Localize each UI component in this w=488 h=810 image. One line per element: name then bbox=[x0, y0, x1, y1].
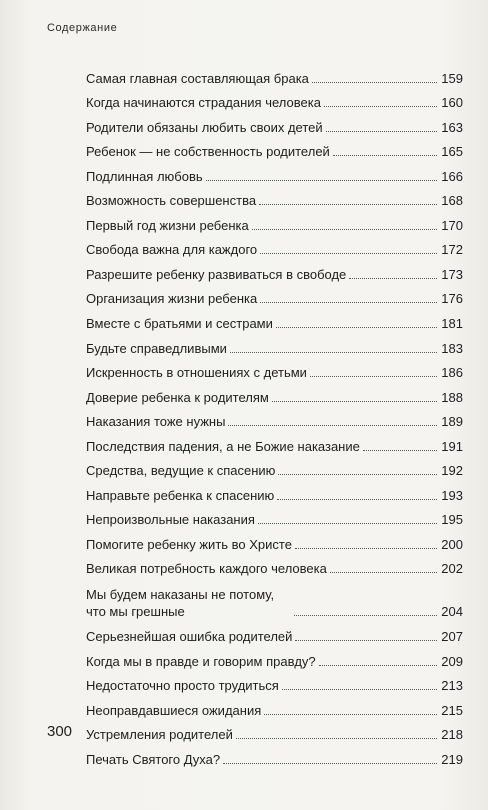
toc-entry-page: 213 bbox=[441, 678, 463, 694]
toc-entry bbox=[86, 670, 463, 695]
toc-leader-dots bbox=[319, 664, 438, 666]
toc-entry-title: Печать Святого Духа? bbox=[86, 751, 221, 767]
toc-entry-title: Подлинная любовь bbox=[86, 168, 203, 184]
toc-leader-dots bbox=[310, 375, 437, 377]
toc-entry-page: 183 bbox=[441, 340, 463, 356]
toc-entry-title: Помогите ребенку жить во Христе bbox=[86, 536, 292, 552]
toc-entry bbox=[86, 136, 463, 161]
toc-entry bbox=[86, 234, 463, 259]
toc-entry bbox=[86, 406, 463, 431]
toc-leader-dots bbox=[264, 713, 437, 715]
toc-entry-page: 218 bbox=[441, 727, 463, 743]
toc-entry-page: 165 bbox=[441, 144, 463, 160]
toc-entry-title: Наказания тоже нужны bbox=[86, 414, 226, 430]
toc-entry bbox=[86, 694, 463, 719]
toc-entry bbox=[86, 381, 463, 406]
toc-entry bbox=[86, 87, 463, 112]
toc-entry-page: 191 bbox=[441, 438, 463, 454]
toc-entry-title: Родители обязаны любить своих детей bbox=[86, 119, 323, 135]
toc-entry-title: Серьезнейшая ошибка родителей bbox=[86, 629, 293, 645]
toc-entry-page: 163 bbox=[441, 119, 463, 135]
toc-entry bbox=[86, 283, 463, 308]
toc-entry-title: Когда мы в правде и говорим правду? bbox=[86, 653, 316, 669]
toc-entry bbox=[86, 504, 463, 529]
toc-entry-title: Направьте ребенка к спасению bbox=[86, 487, 275, 503]
toc-entry bbox=[86, 258, 463, 283]
toc-entry-title: Ребенок — не собственность родителей bbox=[86, 144, 330, 160]
toc-entry-page: 200 bbox=[441, 536, 463, 552]
toc-entry-title: Когда начинаются страдания человека bbox=[86, 95, 321, 111]
toc-leader-dots bbox=[294, 614, 437, 616]
toc-entry-page: 207 bbox=[441, 629, 463, 645]
toc-leader-dots bbox=[236, 737, 437, 739]
toc-entry-title: Самая главная составляющая брака bbox=[86, 70, 309, 86]
toc-entry-title: Организация жизни ребенка bbox=[86, 291, 258, 307]
toc-leader-dots bbox=[252, 228, 438, 230]
toc-entry-title: Свобода важна для каждого bbox=[86, 242, 258, 258]
toc-entry-title: Первый год жизни ребенка bbox=[86, 217, 249, 233]
toc-leader-dots bbox=[258, 522, 437, 524]
toc-leader-dots bbox=[276, 326, 437, 328]
toc-entry-page: 193 bbox=[441, 487, 463, 503]
toc-entry bbox=[86, 620, 463, 645]
toc-entry-page: 192 bbox=[441, 463, 463, 479]
toc-entry bbox=[86, 577, 463, 620]
toc-entry-page: 172 bbox=[441, 242, 463, 258]
toc-entry-page: 159 bbox=[441, 70, 463, 86]
toc-entry-page: 204 bbox=[441, 604, 463, 620]
toc-entry bbox=[86, 307, 463, 332]
toc-entry-page: 176 bbox=[441, 291, 463, 307]
toc-entry-page: 181 bbox=[441, 316, 463, 332]
toc-entry-page: 168 bbox=[441, 193, 463, 209]
toc-leader-dots bbox=[260, 252, 437, 254]
toc-entry bbox=[86, 332, 463, 357]
toc-entry-title: Недостаточно просто трудиться bbox=[86, 678, 279, 694]
toc-entry bbox=[86, 479, 463, 504]
toc-leader-dots bbox=[272, 400, 437, 402]
toc-entry bbox=[86, 357, 463, 382]
toc-leader-dots bbox=[349, 277, 437, 279]
page-number: 300 bbox=[47, 723, 73, 740]
toc-entry bbox=[86, 111, 463, 136]
toc-entry-title: Искренность в отношениях с детьми bbox=[86, 365, 307, 381]
toc-leader-dots bbox=[295, 639, 437, 641]
toc-leader-dots bbox=[260, 301, 437, 303]
toc-entry bbox=[86, 719, 463, 744]
toc-entry-page: 189 bbox=[441, 414, 463, 430]
toc-entry bbox=[86, 553, 463, 578]
toc-leader-dots bbox=[333, 154, 437, 156]
toc-leader-dots bbox=[259, 203, 437, 205]
toc-entry-page: 188 bbox=[441, 389, 463, 405]
toc-entry bbox=[86, 430, 463, 455]
toc-entry-page: 215 bbox=[441, 702, 463, 718]
toc-leader-dots bbox=[223, 762, 437, 764]
toc-entry bbox=[86, 743, 463, 768]
toc-leader-dots bbox=[282, 688, 437, 690]
toc-entry bbox=[86, 62, 463, 87]
toc-entry-title: Средства, ведущие к спасению bbox=[86, 463, 276, 479]
toc-entry-page: 186 bbox=[441, 365, 463, 381]
toc-leader-dots bbox=[228, 424, 437, 426]
toc-entry bbox=[86, 209, 463, 234]
toc-leader-dots bbox=[324, 105, 437, 107]
toc-entry-page: 160 bbox=[441, 95, 463, 111]
toc-leader-dots bbox=[295, 547, 437, 549]
toc-entry-page: 166 bbox=[441, 168, 463, 184]
toc-entry bbox=[86, 455, 463, 480]
toc-leader-dots bbox=[312, 81, 437, 83]
toc-entry-page: 170 bbox=[441, 217, 463, 233]
toc-entry bbox=[86, 645, 463, 670]
toc-entry-title: Неоправдавшиеся ожидания bbox=[86, 702, 262, 718]
toc-entry-title: Возможность совершенства bbox=[86, 193, 257, 209]
toc-entry-title: Вместе с братьями и сестрами bbox=[86, 316, 273, 332]
toc-leader-dots bbox=[363, 449, 437, 451]
toc-entry bbox=[86, 528, 463, 553]
toc-entry-page: 173 bbox=[441, 266, 463, 282]
toc-entry-page: 209 bbox=[441, 653, 463, 669]
toc-leader-dots bbox=[330, 571, 437, 573]
toc-entry bbox=[86, 185, 463, 210]
table-of-contents bbox=[86, 62, 463, 768]
toc-entry-title: Великая потребность каждого человека bbox=[86, 561, 327, 577]
toc-entry-title: Будьте справедливыми bbox=[86, 340, 227, 356]
toc-leader-dots bbox=[278, 473, 437, 475]
toc-leader-dots bbox=[277, 498, 437, 500]
toc-entry-page: 219 bbox=[441, 751, 463, 767]
toc-entry bbox=[86, 160, 463, 185]
toc-entry-title: Доверие ребенка к родителям bbox=[86, 389, 269, 405]
toc-entry-page: 195 bbox=[441, 512, 463, 528]
toc-entry-title: Мы будем наказаны не потому, что мы грешные bbox=[86, 587, 275, 620]
toc-leader-dots bbox=[206, 179, 438, 181]
running-head: Содержание bbox=[47, 22, 118, 34]
toc-leader-dots bbox=[326, 130, 438, 132]
toc-entry-title: Непроизвольные наказания bbox=[86, 512, 255, 528]
toc-entry-page: 202 bbox=[441, 561, 463, 577]
toc-entry-title: Разрешите ребенку развиваться в свободе bbox=[86, 266, 347, 282]
toc-leader-dots bbox=[230, 351, 437, 353]
toc-entry-title: Устремления родителей bbox=[86, 727, 233, 743]
toc-entry-title: Последствия падения, а не Божие наказание bbox=[86, 438, 360, 454]
